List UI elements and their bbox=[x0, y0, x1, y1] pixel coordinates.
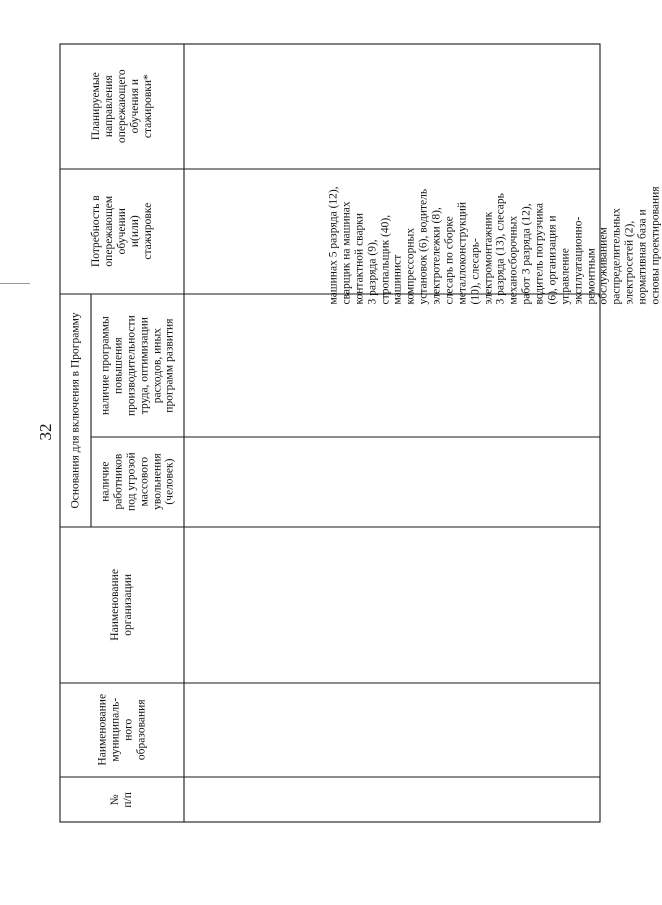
header-planned: Планируемые направления опережающего обучения и стажировки* bbox=[89, 69, 154, 144]
header-basis-threat: наличие работников под угрозой массового увольнения (человек) bbox=[98, 452, 176, 512]
planned-line: распределительных bbox=[610, 208, 623, 305]
planned-line: управление bbox=[559, 248, 572, 305]
planned-line: металлоконструкций bbox=[456, 201, 469, 305]
planned-line: электромонтажник bbox=[482, 211, 494, 305]
header-municipality: Наименование муниципаль- ного образования bbox=[96, 694, 147, 766]
planned-line: машинах 5 разряда (12), bbox=[327, 186, 340, 305]
planned-line: 3 разряда (13), слесарь bbox=[494, 193, 507, 305]
header-basis-group: Основания для включения в Программу bbox=[69, 312, 82, 509]
header-organization: Наименование организации bbox=[109, 569, 134, 641]
planned-line: обслуживанием bbox=[597, 227, 610, 305]
planned-line: (10), слесарь- bbox=[469, 238, 482, 305]
planned-line: ремонтным bbox=[585, 248, 597, 305]
header-basis-programs: наличие программы повышения производительности труда, оптимизации расходов, иных программ развития bbox=[98, 315, 176, 416]
planned-line: контактной сварки bbox=[353, 212, 366, 305]
planned-line: стропальщик (40), bbox=[379, 214, 391, 305]
planned-line: машинист bbox=[391, 254, 404, 305]
planned-line: компрессорных bbox=[404, 228, 417, 305]
planned-line: установок (6), водитель bbox=[417, 188, 430, 305]
header-num: № п/п bbox=[109, 791, 134, 808]
planned-line: слесарь по сборке bbox=[443, 216, 456, 305]
planned-lines bbox=[327, 0, 662, 307]
planned-line: электросетей (2), bbox=[623, 220, 636, 305]
planned-line: (6), организация и bbox=[546, 215, 559, 305]
planned-line: основы проектирования bbox=[649, 186, 662, 305]
planned-line: сварщик на машинах bbox=[340, 201, 353, 305]
planned-line: механосборочных bbox=[507, 215, 520, 305]
planned-line: эксплуатационно- bbox=[572, 216, 585, 305]
planned-line: электротележки (8), bbox=[430, 207, 443, 305]
planned-line: 3 разряда (9), bbox=[366, 239, 379, 305]
planned-line: нормативная база и bbox=[636, 209, 649, 305]
page-number: 32 bbox=[35, 423, 55, 441]
planned-line: водитель погрузчика bbox=[533, 202, 546, 305]
cell-planned-content bbox=[184, 48, 662, 305]
header-need: Потребность в опережающем обучении и(или) стажировке bbox=[89, 195, 154, 268]
planned-line: работ 3 разряда (12), bbox=[520, 203, 533, 305]
